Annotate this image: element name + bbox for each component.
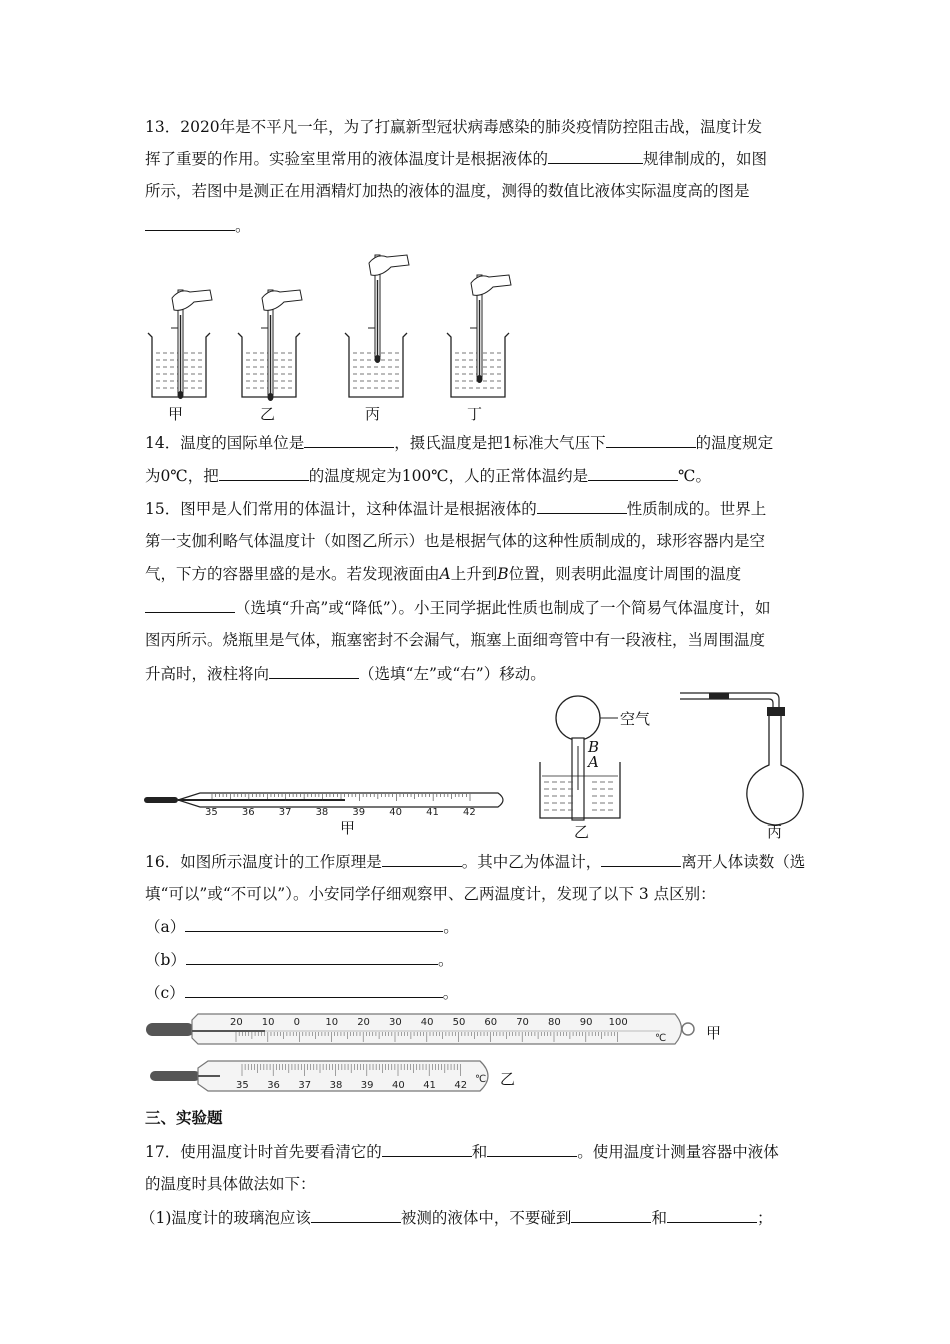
q14-line2: [145, 464, 711, 487]
fig-label-jia: 甲: [168, 405, 184, 423]
thermometer-bulb: [146, 1023, 194, 1036]
flask-body: [747, 716, 803, 825]
tick-label: 10: [261, 1017, 275, 1028]
tick-label: 100: [608, 1017, 628, 1028]
q16-line1: [145, 850, 805, 873]
answer-blank[interactable]: [667, 1206, 757, 1223]
q15-text: （选填“左”或“右”）移动。: [359, 665, 546, 683]
thermometer-bulb: [375, 355, 381, 363]
answer-blank[interactable]: [269, 662, 359, 679]
answer-blank[interactable]: [588, 464, 678, 481]
q17-line2: [145, 1173, 316, 1195]
stopper: [767, 707, 785, 716]
hand-icon: [369, 255, 409, 275]
unit-label: ℃: [475, 1074, 487, 1085]
answer-blank[interactable]: [304, 431, 394, 448]
q13-beaker-figure: [140, 245, 520, 425]
fig-label-jia: 甲: [706, 1024, 722, 1042]
answer-blank[interactable]: [311, 1206, 401, 1223]
tick-label: 20: [230, 1017, 243, 1028]
item-end: 。: [442, 984, 459, 1002]
item-label: （a）: [145, 918, 186, 936]
q15-text: 气，下方的容器里盛的是水。若发现液面由: [145, 565, 440, 583]
q16-text: 。其中乙为体温计，: [461, 853, 602, 871]
tick-label: 0: [293, 1017, 300, 1028]
answer-blank[interactable]: [185, 981, 443, 998]
q15-line5: [145, 629, 765, 651]
tick-label: 36: [267, 1080, 280, 1091]
q17-text: 被测的液体中，不要碰到: [400, 1209, 572, 1227]
tick-label: 41: [423, 1080, 436, 1091]
q15-text: 第一支伽利略气体温度计（如图乙所示）也是根据气体的这种性质制成的，球形容器内是空: [145, 532, 766, 550]
answer-blank[interactable]: [487, 1140, 577, 1157]
q16-text: 16．如图所示温度计的工作原理是: [145, 853, 382, 871]
q13-line3: [145, 180, 750, 202]
tick-label: 40: [392, 1080, 405, 1091]
fig-label-jia: 甲: [340, 819, 356, 837]
section-title: 三、实验题: [145, 1109, 223, 1127]
q15-line1: [145, 497, 766, 520]
fig-label-ding: 丁: [467, 405, 483, 423]
answer-blank[interactable]: [548, 147, 643, 164]
answer-blank[interactable]: [145, 214, 235, 231]
thermometer-bulb: [150, 1071, 200, 1081]
tick-label: 38: [315, 807, 329, 818]
fig-label-yi: 乙: [260, 405, 276, 423]
q16-clinical-thermometer: [140, 1058, 540, 1098]
q13-text: 13．2020年是不平凡一年，为了打赢新型冠状病毒感染的肺炎疫情防控阻击战，温度计发: [145, 118, 763, 136]
tick-label: 70: [516, 1017, 529, 1028]
thermometer-bulb: [144, 797, 178, 803]
q17-text: 的温度时具体做法如下：: [145, 1175, 316, 1193]
q13-text: 挥了重要的作用。实验室里常用的液体温度计是根据液体的: [145, 150, 549, 168]
q15-line3: [145, 563, 741, 585]
q14-line1: [145, 431, 773, 454]
tick-label: 40: [420, 1017, 434, 1028]
tick-label: 38: [329, 1080, 343, 1091]
q14-text: 14．温度的国际单位是: [145, 434, 305, 452]
q17-line1: [145, 1140, 779, 1163]
hand-icon: [471, 275, 511, 295]
q13-line4: [145, 214, 251, 237]
q16-text: 离开人体读数（选: [681, 853, 806, 871]
tick-label: 37: [298, 1080, 312, 1091]
answer-blank[interactable]: [601, 850, 681, 867]
q14-text: 的温度规定: [695, 434, 774, 452]
tick-label: 90: [579, 1017, 593, 1028]
q15-text: （选填“升高”或“降低”）。小王同学据此性质也制成了一个简易气体温度计，如: [235, 599, 771, 617]
tick-label: 35: [236, 1080, 249, 1091]
answer-blank[interactable]: [219, 464, 309, 481]
tube-bend: [769, 693, 779, 709]
q15-clinical-thermometer: [140, 785, 520, 840]
q16-item-c: [145, 981, 458, 1004]
tick-label: 35: [205, 807, 218, 818]
item-end: 。: [437, 951, 454, 969]
q15-text: 位置，则表明此温度计周围的温度: [508, 565, 742, 583]
thermometer-bulb: [268, 393, 274, 401]
fig-label-bing: 丙: [767, 823, 783, 840]
air-label: 空气: [620, 710, 651, 728]
point-b-label: B: [588, 738, 600, 756]
hanging-ring: [682, 1023, 694, 1035]
item-end: 。: [443, 918, 459, 936]
q15-line6: [145, 662, 546, 685]
air-bulb: [556, 696, 600, 740]
q16-line2: [145, 883, 716, 905]
item-label: （c）: [145, 984, 185, 1002]
q16-lab-thermometer: [140, 1010, 740, 1055]
tick-label: 39: [360, 1080, 374, 1091]
tick-label: 42: [463, 807, 476, 818]
q17-text: 和: [651, 1209, 667, 1227]
answer-blank[interactable]: [382, 850, 462, 867]
q13-text: 。: [235, 217, 251, 235]
liquid-column: [709, 693, 729, 699]
q16-text: 填“可以”或“不可以”）。小安同学仔细观察甲、乙两温度计，发现了以下 3 点区别：: [145, 885, 716, 903]
q14-text: 为0℃，把: [145, 467, 219, 485]
q17-text: （1)温度计的玻璃泡应该: [140, 1209, 311, 1227]
tick-label: 40: [389, 807, 403, 818]
q15-line4: [145, 596, 770, 619]
q15-flask-figure: [675, 685, 810, 840]
q15-text: 图丙所示。烧瓶里是气体，瓶塞密封不会漏气，瓶塞上面细弯管中有一段液柱，当周围温度: [145, 631, 766, 649]
answer-blank[interactable]: [186, 948, 438, 965]
section-heading: [145, 1107, 223, 1129]
q15-galileo-thermometer: [530, 690, 665, 840]
tick-label: 39: [352, 807, 366, 818]
answer-blank[interactable]: [185, 915, 443, 932]
q15-text: 15．图甲是人们常用的体温计，这种体温计是根据液体的: [145, 500, 537, 518]
unit-label: ℃: [655, 1033, 667, 1044]
q17-text: 。使用温度计测量容器中液体: [577, 1143, 779, 1161]
q16-item-b: [145, 948, 453, 971]
tick-label: 36: [241, 807, 255, 818]
fig-label-yi: 乙: [500, 1070, 516, 1088]
var-b: B: [497, 565, 509, 583]
tick-label: 80: [548, 1017, 561, 1028]
tick-label: 10: [325, 1017, 339, 1028]
tick-label: 37: [278, 807, 292, 818]
fig-label-yi: 乙: [574, 823, 590, 840]
var-a: A: [439, 565, 451, 583]
tick-label: 60: [484, 1017, 498, 1028]
fig-label-bing: 丙: [365, 405, 381, 423]
q17-text: 和: [471, 1143, 488, 1161]
thermometer-bulb: [178, 391, 184, 399]
hand-icon: [172, 290, 212, 310]
tick-label: 42: [454, 1080, 468, 1091]
item-label: （b）: [145, 951, 186, 969]
thermometer-bulb: [477, 375, 483, 383]
answer-blank[interactable]: [571, 1206, 651, 1223]
answer-blank[interactable]: [145, 596, 235, 613]
q13-line1: [145, 116, 762, 138]
q17-text: ；: [756, 1209, 773, 1227]
answer-blank[interactable]: [606, 431, 696, 448]
tick-label: 30: [389, 1017, 402, 1028]
q14-text: 的温度规定为100℃，人的正常体温约是: [308, 467, 589, 485]
q16-item-a: [145, 915, 459, 938]
q15-tick-labels: [205, 807, 476, 818]
q14-text: ℃。: [678, 467, 711, 485]
q14-text: ，摄氏温度是把1标准大气压下: [394, 434, 606, 452]
q15-line2: [145, 530, 765, 552]
q15-text: 上升到: [450, 565, 498, 583]
q15-text: 性质制成的。世界上: [626, 500, 767, 518]
q17-line3: [140, 1206, 772, 1229]
q13-text: 规律制成的，如图: [643, 150, 768, 168]
tick-label: 20: [357, 1017, 370, 1028]
q15-text: 升高时，液柱将向: [145, 665, 270, 683]
q17-text: 17．使用温度计时首先要看清它的: [145, 1143, 382, 1161]
answer-blank[interactable]: [382, 1140, 472, 1157]
q13-text: 所示，若图中是测正在用酒精灯加热的液体的温度，测得的数值比液体实际温度高的图是: [145, 182, 750, 200]
answer-blank[interactable]: [537, 497, 627, 514]
hand-icon: [262, 290, 302, 310]
point-a-label: A: [588, 753, 599, 771]
beakers-group: [148, 255, 511, 401]
q13-line2: [145, 147, 767, 170]
tick-label: 41: [426, 807, 439, 818]
tick-label: 50: [452, 1017, 466, 1028]
